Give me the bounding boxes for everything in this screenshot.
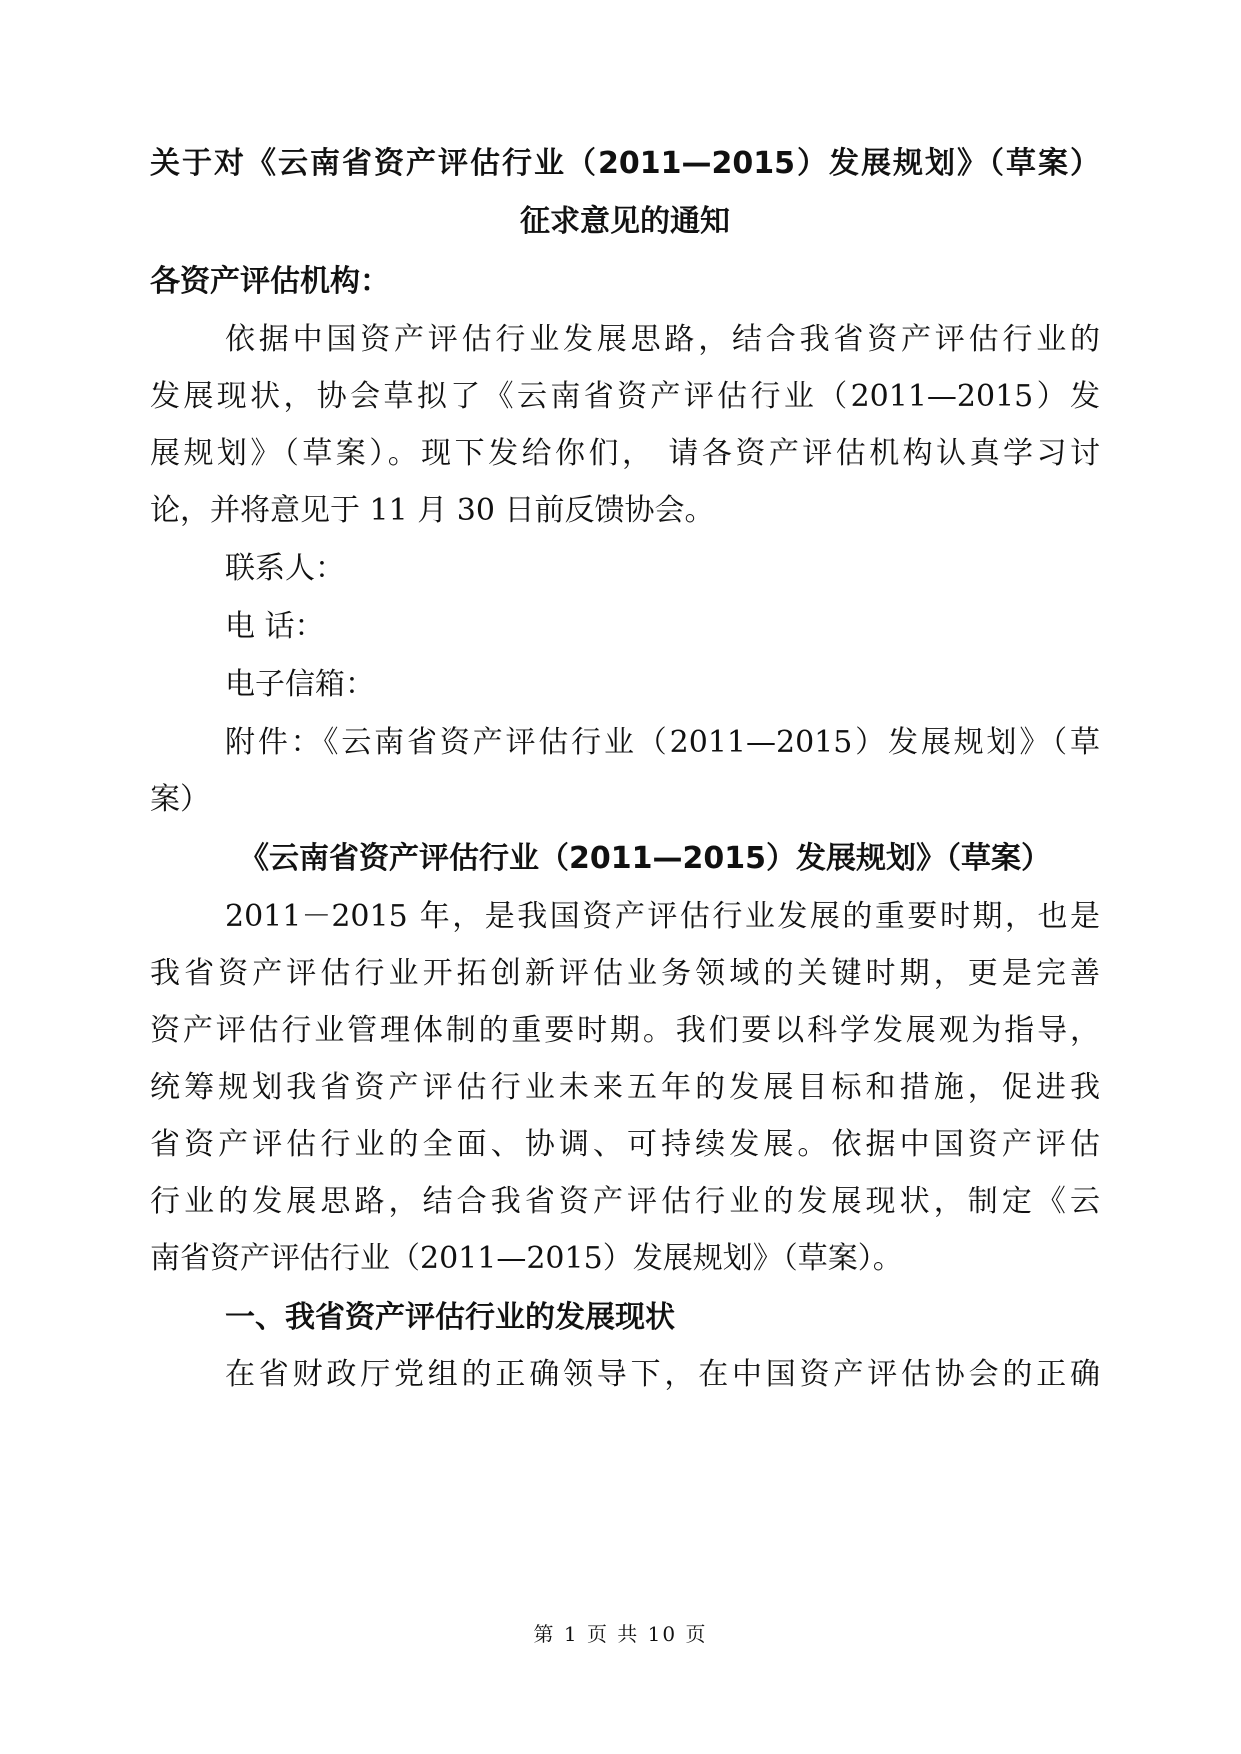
section-1-paragraph-line: 在省财政厅党组的正确领导下，在中国资产评估协会的正确 <box>225 1357 1100 1392</box>
document-title-line-1: 关于对《云南省资产评估行业（2011—2015）发展规划》（草案） <box>150 146 1100 181</box>
plan-title: 《云南省资产评估行业（2011—2015）发展规划》（草案） <box>239 841 1051 876</box>
notice-paragraph-line: 发展现状，协会草拟了《云南省资产评估行业（2011—2015）发 <box>150 379 1100 414</box>
section-1-heading: 一、我省资产评估行业的发展现状 <box>225 1300 675 1335</box>
attachment-line-2: 案） <box>150 782 210 817</box>
plan-intro-line: 2011－2015 年，是我国资产评估行业发展的重要时期，也是 <box>225 899 1100 934</box>
plan-intro-line: 省资产评估行业的全面、协调、可持续发展。依据中国资产评估 <box>150 1127 1100 1162</box>
attachment-line-1: 附件：《云南省资产评估行业（2011—2015）发展规划》（草 <box>225 725 1100 760</box>
plan-intro-line: 行业的发展思路，结合我省资产评估行业的发展现状，制定《云 <box>150 1184 1100 1219</box>
salutation: 各资产评估机构： <box>150 264 390 299</box>
document-title-line-2: 征求意见的通知 <box>520 204 730 239</box>
phone-label: 电 话： <box>225 609 325 644</box>
email-label: 电子信箱： <box>225 667 375 702</box>
plan-intro-line: 统筹规划我省资产评估行业未来五年的发展目标和措施，促进我 <box>150 1070 1100 1105</box>
page-number-footer: 第 1 页 共 10 页 <box>533 1622 708 1646</box>
notice-paragraph-line: 论，并将意见于 11 月 30 日前反馈协会。 <box>150 493 715 528</box>
plan-intro-line: 资产评估行业管理体制的重要时期。我们要以科学发展观为指导， <box>150 1013 1100 1048</box>
plan-intro-line: 南省资产评估行业（2011—2015）发展规划》（草案）。 <box>150 1241 903 1276</box>
notice-paragraph-line: 依据中国资产评估行业发展思路，结合我省资产评估行业的 <box>225 322 1100 357</box>
contact-label: 联系人： <box>225 551 345 586</box>
plan-intro-line: 我省资产评估行业开拓创新评估业务领域的关键时期，更是完善 <box>150 956 1100 991</box>
notice-paragraph-line: 展规划》（草案）。现下发给你们， 请各资产评估机构认真学习讨 <box>150 436 1100 471</box>
